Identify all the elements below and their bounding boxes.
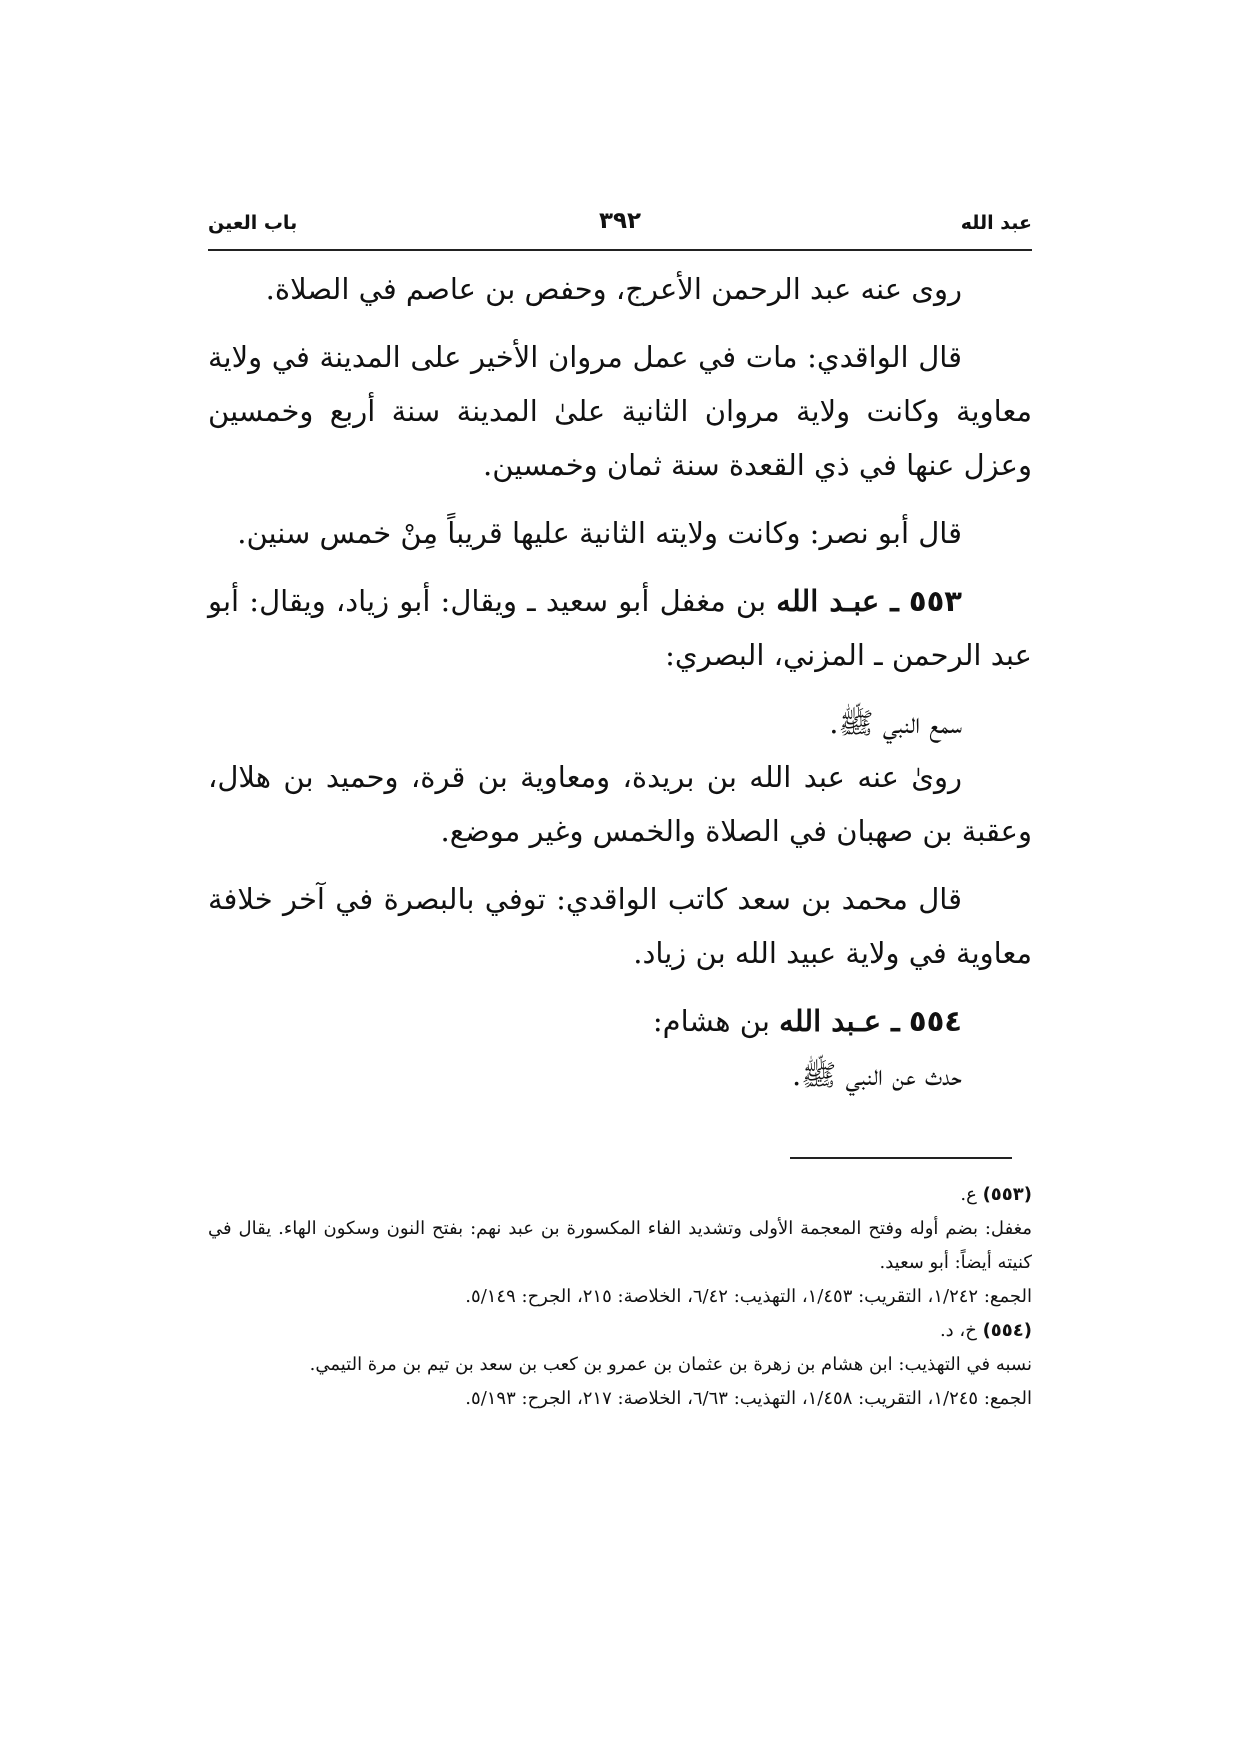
footnote-553-ref [208,1178,1032,1212]
paragraph: قال الواقدي: مات في عمل مروان الأخير على المدينة في ولاية معاوية وكانت ولاية مروان الثانية علىٰ المدينة سنة أربع وخمسين وعزل عنها في ذي القعدة سنة ثمان وخمسين. [208,340,1032,482]
chapter-title: باب العين [208,212,298,234]
entry-description: بن هشام: [652,1004,780,1038]
footnote-text: نسبه في التهذيب: ابن هشام بن زهرة بن عثمان بن عمرو بن كعب بن سعد بن تيم بن مرة التيمي. [309,1354,1032,1375]
header-rule [208,249,1032,251]
footnote-number: (٥٥٣) [982,1184,1032,1205]
main-text [208,262,1032,1102]
running-head [208,208,1032,244]
footnotes [208,1178,1032,1416]
entry-line: حدث عن النبي ﷺ. [792,1058,962,1092]
footnote-rule [790,1157,1012,1159]
footnote-sigla: ع. [960,1184,983,1205]
paragraph: قال أبو نصر: وكانت ولايته الثانية عليها قريباً مِنْ خمس سنين. [237,516,962,550]
footnote-554-ref [208,1314,1032,1348]
footnote-text: الجمع: ١/٢٤٥، التقريب: ١/٤٥٨، التهذيب: ٦/٦٣، الخلاصة: ٢١٧، الجرح: ٥/١٩٣. [465,1388,1032,1409]
section-title: عبد الله [960,212,1032,234]
footnote-text: الجمع: ١/٢٤٢، التقريب: ١/٤٥٣، التهذيب: ٦/٤٢، الخلاصة: ٢١٥، الجرح: ٥/١٤٩. [465,1286,1032,1307]
entry-line: قال محمد بن سعد كاتب الواقدي: توفي بالبصرة في آخر خلافة معاوية في ولاية عبيد الله بن زياد. [208,882,1032,970]
entry-number: ٥٥٤ [908,1004,962,1038]
entry-554-heading [208,994,1032,1048]
entry-553-heading [208,574,1032,682]
entry-number: ٥٥٣ [908,584,962,618]
paragraph: روى عنه عبد الرحمن الأعرج، وحفص بن عاصم في الصلاة. [265,272,962,306]
entry-line: سمع النبي ﷺ. [829,706,962,740]
entry-name: ـ عبـد الله [776,584,899,618]
entry-name: ـ عـبد الله [779,1004,900,1038]
footnote-sigla: خ، د. [939,1320,983,1341]
page-number: ٣٩٢ [598,208,642,234]
entry-description: بن مغفل أبو سعيد ـ ويقال: أبو زياد، ويقال: أبو عبد الرحمن ـ المزني، البصري: [208,584,1032,672]
footnote-number: (٥٥٤) [982,1320,1032,1341]
entry-line: روىٰ عنه عبد الله بن بريدة، ومعاوية بن قرة، وحميد بن هلال، وعقبة بن صهبان في الصلاة والخمس وغير موضع. [208,760,1032,848]
footnote-text: مغفل: بضم أوله وفتح المعجمة الأولى وتشديد الفاء المكسورة بن عبد نهم: بفتح النون وسكون الهاء. يقال في كنيته أيضاً: أبو سعيد. [208,1218,1032,1273]
